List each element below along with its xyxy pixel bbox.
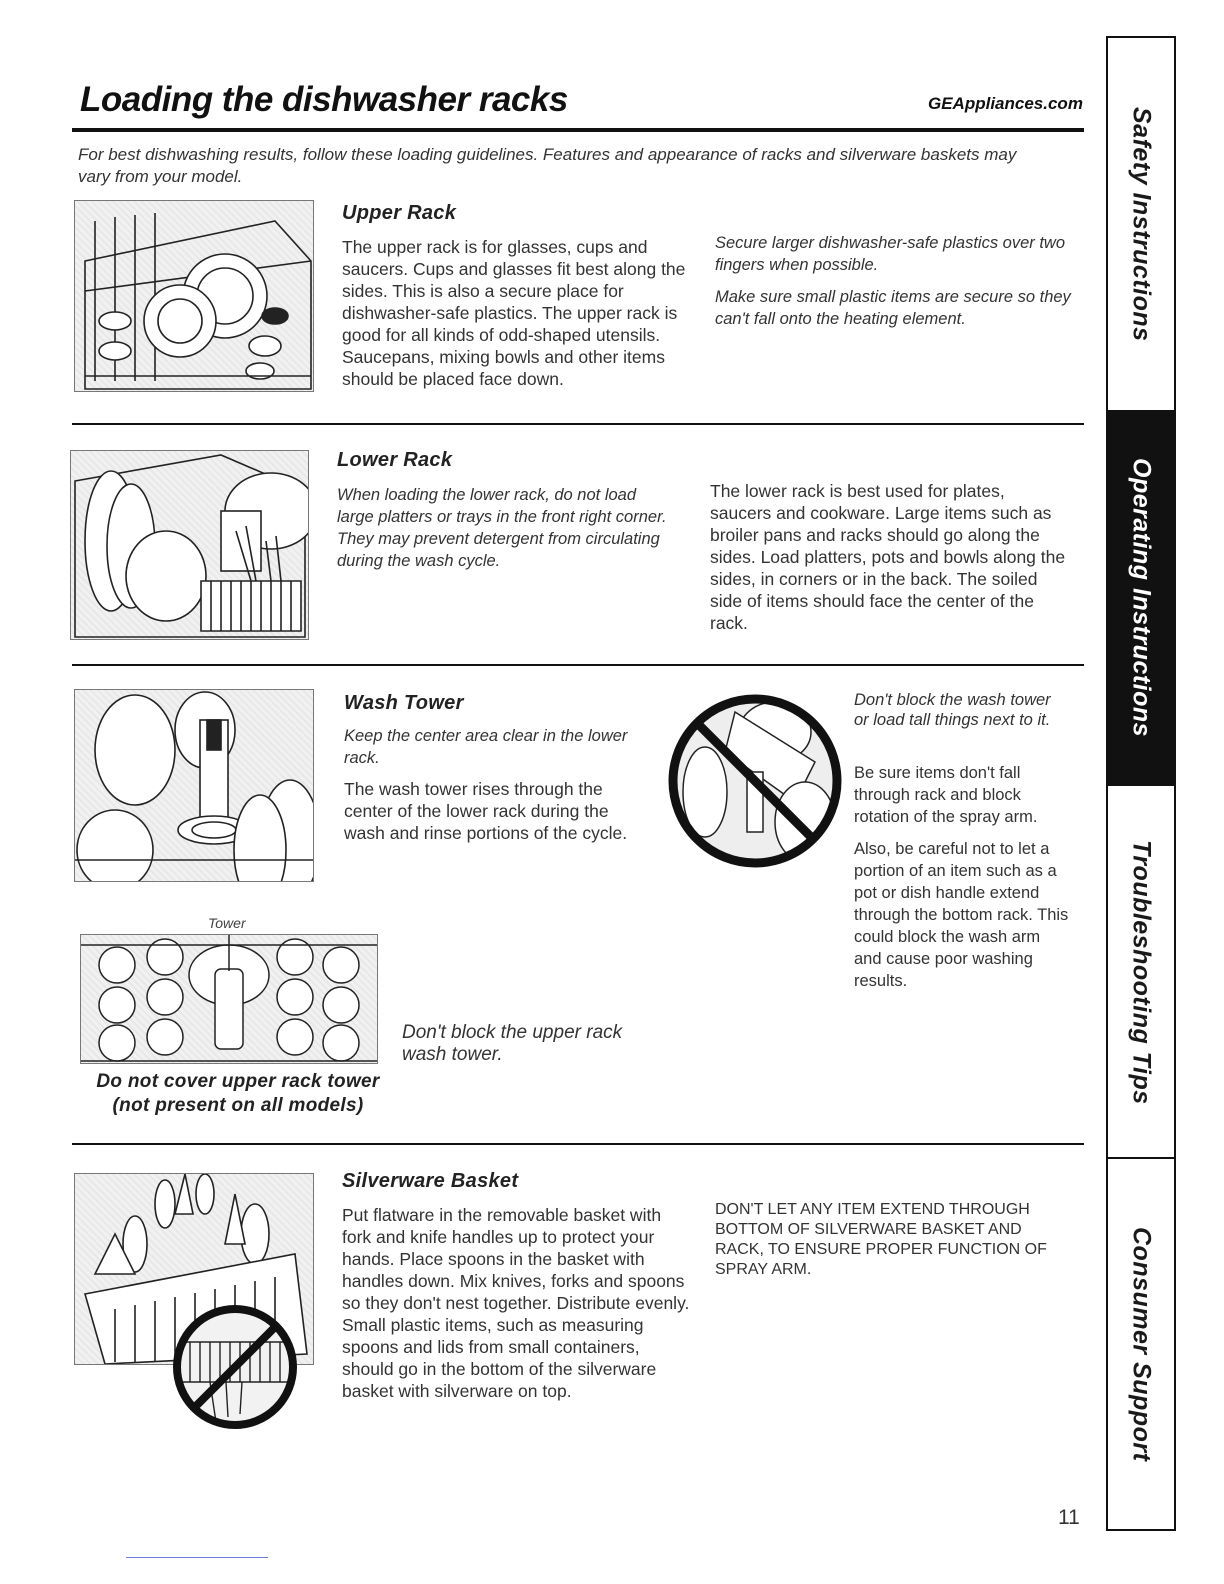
tab-operating-instructions[interactable] [1106,410,1176,786]
wash-tower-text: The wash tower rises through the center of the lower rack during the wash and rinse portions of the cycle. [344,779,628,843]
wash-tower-drawing [75,690,313,881]
upper-rack-note-small-items: Make sure small plastic items are secure so they can't fall onto the heating element. [715,288,1071,328]
prohibited-drawing [665,692,845,870]
tab-consumer-support[interactable] [1106,1159,1176,1531]
upper-rack-tower-illustration [80,934,378,1064]
lower-rack-drawing [71,451,308,639]
silverware-text: Put flatware in the removable basket with fork and knife handles up to protect your hands. Place spoons in the basket with handles down. Mix knives, forks and spoons so they don't nest together. Distribute evenly. Small plastic items, such as measuring spoons and lids from small containers, should go in the bottom of the silverware basket with silverware on top. [342,1205,690,1401]
silverware-caution: DON'T LET ANY ITEM EXTEND THROUGH BOTTOM OF SILVERWARE BASKET AND RACK, TO ENSURE PROPER FUNCTION OF SPRAY ARM. [715,1201,1047,1278]
upper-rack-illustration [74,200,314,392]
tab-consumer-support-label: Consumer Support [1127,1226,1156,1462]
intro-text: For best dishwashing results, follow these loading guidelines. Features and appearance of racks and silverware baskets may vary from your model. [78,145,1017,186]
tower-label: Tower [208,915,246,931]
lower-rack-text: The lower rack is best used for plates, saucers and cookware. Large items such as broiler pans and racks should go along the sides. Load platters, pots and bowls along the sides, in corners or in the back. The soiled side of items should face the center of the rack. [710,481,1066,633]
title-rule [72,128,1084,132]
upper-rack-heading: Upper Rack [342,202,457,224]
upper-rack-note-plastics: Secure larger dishwasher-safe plastics over two fingers when possible. [715,234,1066,274]
wash-tower-block-note: Don't block the wash tower or load tall things next to it. [854,691,1051,729]
wash-tower-careful-text: Also, be careful not to let a portion of an item such as a pot or dish handle extend through the bottom rack. This could block the wash arm and cause poor washing results. [854,840,1069,990]
upper-rack-tower-drawing [81,935,377,1063]
website-link[interactable]: GEAppliances.com [928,94,1083,113]
upper-rack-text: The upper rack is for glasses, cups and saucers. Cups and glasses fit best along the sides. This is also a secure place for dishwasher-safe plastics. The upper rack is good for all kinds of odd-shaped utensils. Saucepans, mixing bowls and other items should be placed face down. [342,237,686,389]
upper-rack-drawing [75,201,313,391]
tab-safety-instructions[interactable] [1106,36,1176,410]
upper-tower-caption [88,1070,388,1118]
wash-tower-illustration [74,689,314,882]
lower-rack-heading: Lower Rack [337,449,453,471]
silverware-prohibited-drawing [170,1302,300,1432]
page-title: Loading the dishwasher racks [80,80,568,119]
tab-safety-instructions-label: Safety Instructions [1127,106,1156,342]
lower-rack-illustration [70,450,309,640]
page-number: 11 [1058,1506,1080,1529]
silverware-heading: Silverware Basket [342,1170,519,1192]
tab-operating-instructions-label: Operating Instructions [1127,458,1156,738]
upper-tower-caption-line2: (not present on all models) [112,1095,364,1116]
upper-tower-note: Don't block the upper rack wash tower. [402,1022,623,1065]
section-divider [72,423,1084,425]
upper-tower-caption-line1: Do not cover upper rack tower [96,1071,380,1092]
lower-rack-warning: When loading the lower rack, do not load large platters or trays in the front right corner. They may prevent detergent from circulating during the wash cycle. [337,486,667,570]
tab-troubleshooting-tips-label: Troubleshooting Tips [1127,839,1156,1105]
wash-tower-note: Keep the center area clear in the lower rack. [344,727,628,767]
wash-tower-heading: Wash Tower [344,692,464,714]
wash-tower-fall-text: Be sure items don't fall through rack and block rotation of the spray arm. [854,764,1038,826]
silverware-prohibited-illustration [170,1302,300,1432]
tab-troubleshooting-tips[interactable] [1106,786,1176,1158]
footer-line [126,1557,268,1558]
wash-tower-prohibited-illustration [665,692,845,870]
section-divider [72,1143,1084,1145]
section-divider [72,664,1084,666]
